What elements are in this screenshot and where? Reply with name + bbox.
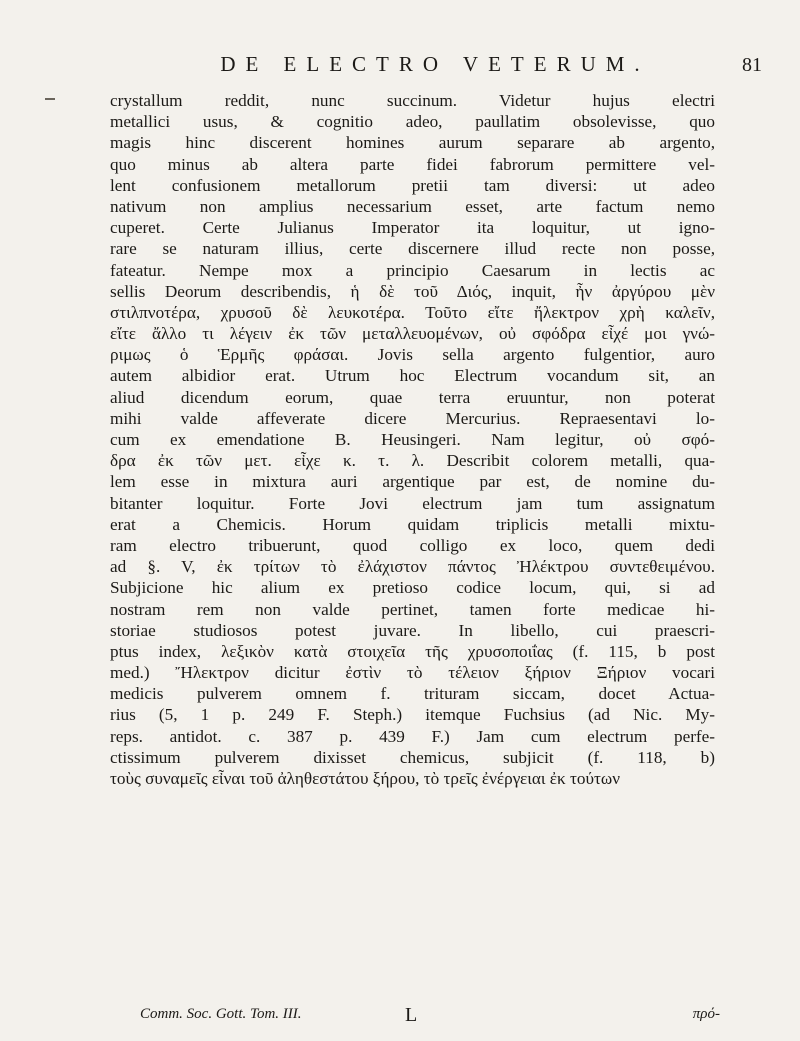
text-line: crystallum reddit, nunc succinum. Videtur hujus electri bbox=[110, 91, 715, 110]
catchword: πρό- bbox=[692, 1006, 720, 1022]
text-line: lent confusionem metallorum pretii tam diversi: ut adeo bbox=[110, 175, 715, 195]
text-line: sellis Deorum describendis, ἡ δὲ τοῦ Διός, inquit, ἦν ἀργύρου μὲν bbox=[110, 281, 715, 301]
text-line: rare se naturam illius, certe discernere illud recte non posse, bbox=[110, 239, 715, 259]
text-line: τοὺς συναμεῖς εἶναι τοῦ ἀληθεστάτου ξήρου, τὸ τρεῖς ἐνέργειαι ἐκ τούτων bbox=[110, 769, 620, 788]
text-line: δρα ἐκ τῶν μετ. εἶχε κ. τ. λ. Describit colorem metalli, qua- bbox=[110, 451, 715, 471]
text-line: erat a Chemicis. Horum quidam triplicis metalli mixtu- bbox=[110, 514, 715, 534]
page-number: 81 bbox=[742, 54, 762, 76]
text-line: fateatur. Nempe mox a principio Caesarum in lectis ac bbox=[110, 260, 715, 280]
journal-reference: Comm. Soc. Gott. Tom. III. bbox=[140, 1006, 302, 1022]
footer bbox=[140, 1006, 720, 1030]
text-line: quo minus ab altera parte fidei fabrorum permittere vel- bbox=[110, 154, 715, 174]
text-line: ριμως ὁ Ἑρμῆς φράσαι. Jovis sella argento fulgentior, auro bbox=[110, 345, 715, 365]
text-line: Subjicione hic alium ex pretioso codice locum, qui, si ad bbox=[110, 578, 715, 598]
text-line: medicis pulverem omnem f. trituram siccam, docet Actua- bbox=[110, 684, 715, 704]
running-title: DE ELECTRO VETERUM. bbox=[220, 52, 650, 76]
text-line: cuperet. Certe Julianus Imperator ita loquitur, ut igno- bbox=[110, 218, 715, 238]
text-line: nativum non amplius necessarium esset, arte factum nemo bbox=[110, 196, 715, 216]
text-line: med.) Ἤλεκτρον dicitur ἐστὶν τὸ τέλειον ξήριον Ξήριον vocari bbox=[110, 663, 715, 683]
text-line: autem albidior erat. Utrum hoc Electrum vocandum sit, an bbox=[110, 366, 715, 386]
body-text bbox=[110, 90, 715, 789]
running-head bbox=[0, 52, 800, 82]
text-line: ad §. V, ἐκ τρίτων τὸ ἐλάχιστον πάντος Ἠλέκτρου συντεθειμένου. bbox=[110, 557, 715, 577]
text-line: εἴτε ἄλλο τι λέγειν ἐκ τῶν μεταλλευομένων, οὐ σφόδρα εἶχέ μοι γνώ- bbox=[110, 324, 715, 344]
text-line: reps. antidot. c. 387 p. 439 F.) Jam cum electrum perfe- bbox=[110, 726, 715, 746]
text-line: rius (5, 1 p. 249 F. Steph.) itemque Fuchsius (ad Nic. My- bbox=[110, 705, 715, 725]
text-line: nostram rem non valde pertinet, tamen forte medicae hi- bbox=[110, 599, 715, 619]
text-line: στιλπνοτέρα, χρυσοῦ δὲ λευκοτέρα. Τοῦτο εἴτε ἤλεκτρον χρὴ καλεῖν, bbox=[110, 302, 715, 322]
text-line: cum ex emendatione B. Heusingeri. Nam legitur, οὐ σφό- bbox=[110, 430, 715, 449]
text-line: aliud dicendum eorum, quae terra eruuntur, non poterat bbox=[110, 387, 715, 407]
text-line: metallici usus, & cognitio adeo, paullatim obsolevisse, quo bbox=[110, 112, 715, 132]
text-line: ctissimum pulverem dixisset chemicus, subjicit (f. 118, b) bbox=[110, 747, 715, 767]
text-line: storiae studiosos potest juvare. In libello, cui praescri- bbox=[110, 620, 715, 640]
text-line: bitanter loquitur. Forte Jovi electrum jam tum assignatum bbox=[110, 493, 715, 513]
text-line: mihi valde affeverate dicere Mercurius. Repraesentavi lo- bbox=[110, 408, 715, 428]
text-line: magis hinc discerent homines aurum separare ab argento, bbox=[110, 133, 715, 153]
text-line: lem esse in mixtura auri argentique par est, de nomine du- bbox=[110, 472, 715, 492]
signature-mark: L bbox=[405, 1004, 418, 1026]
text-line: ptus index, λεξικὸν κατὰ στοιχεῖα τῆς χρυσοποιΐας (f. 115, b post bbox=[110, 641, 715, 661]
margin-mark bbox=[45, 98, 55, 100]
text-line: ram electro tribuerunt, quod colligo ex loco, quem dedi bbox=[110, 535, 715, 555]
